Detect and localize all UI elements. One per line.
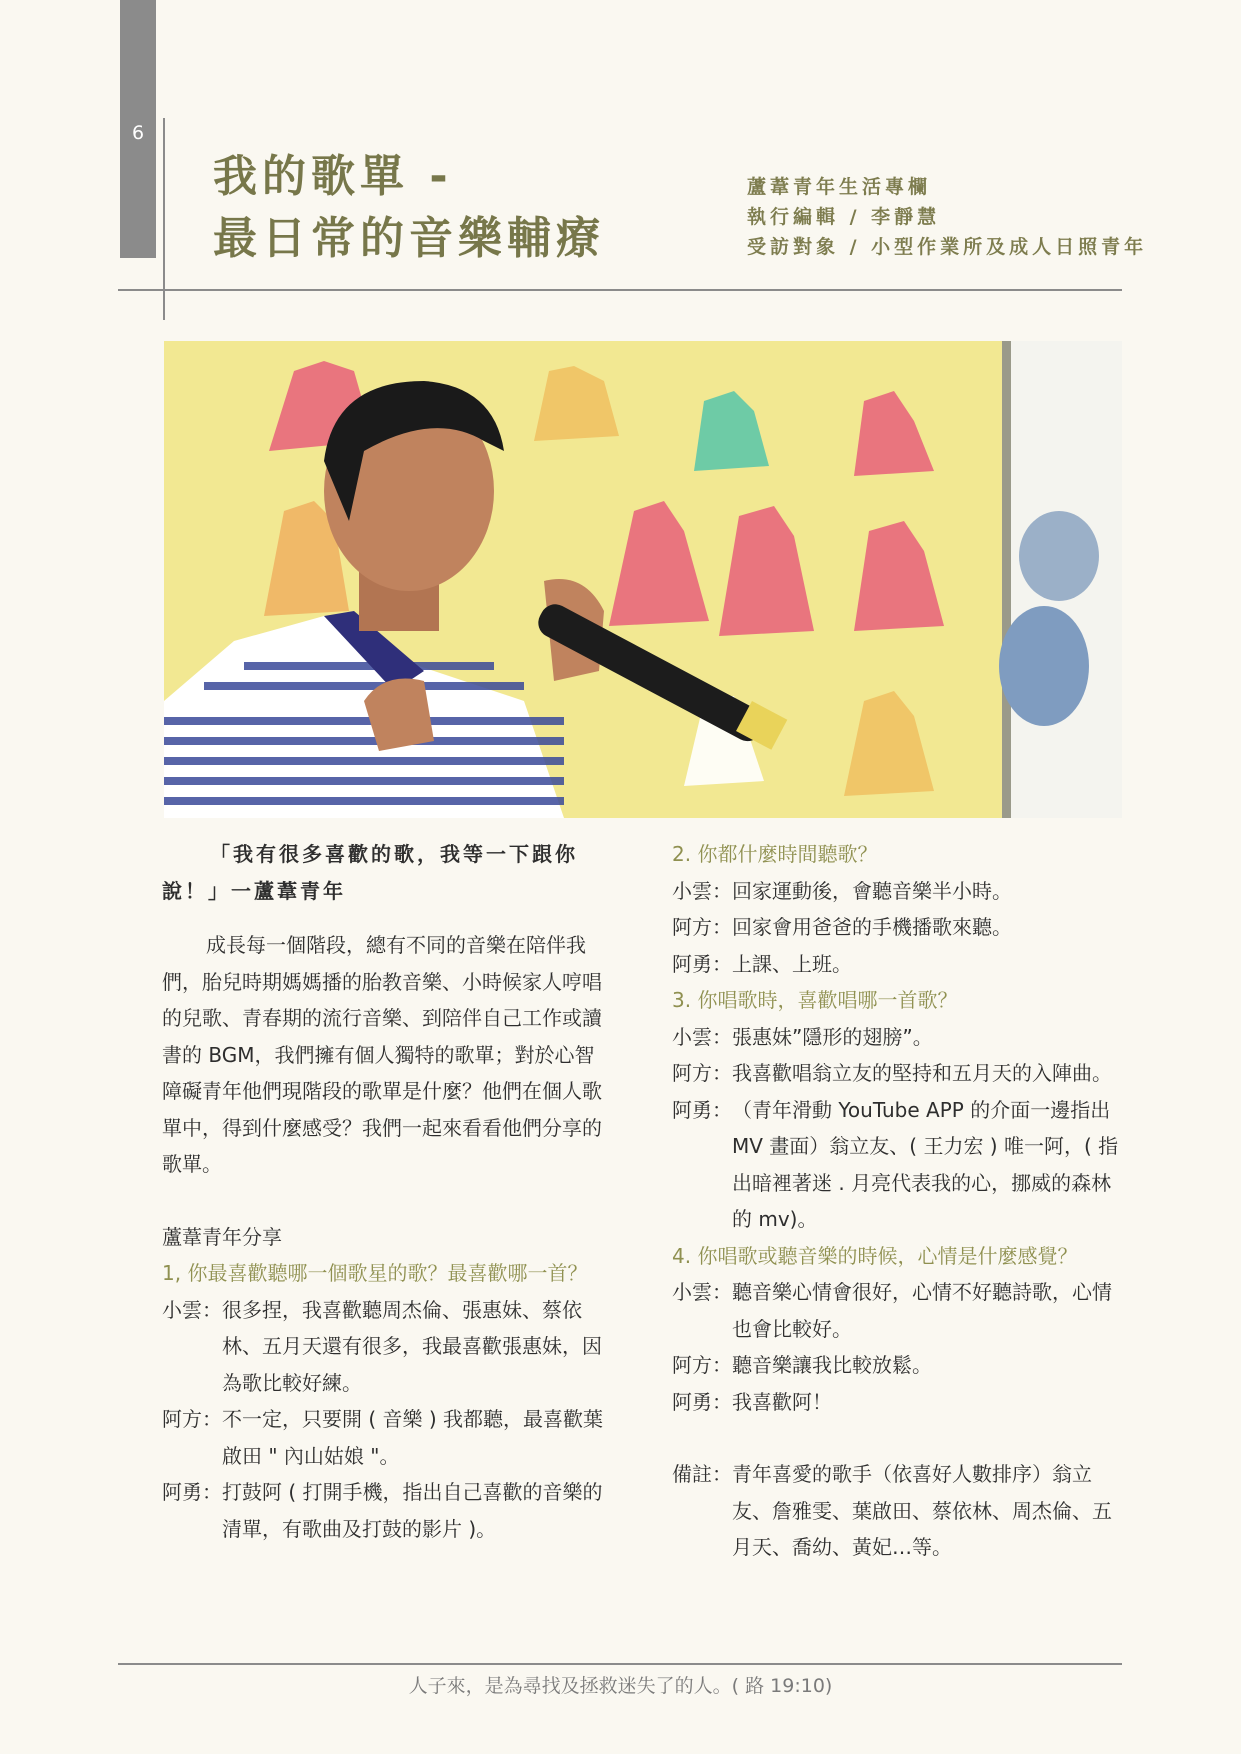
speaker-label: 阿方： bbox=[672, 915, 732, 939]
answer-text: 回家會用爸爸的手機播歌來聽。 bbox=[732, 915, 1012, 939]
speaker-label: 小雲： bbox=[672, 1280, 732, 1304]
editor-credit: 執行編輯 / 李靜慧 bbox=[747, 206, 941, 228]
answer-row bbox=[162, 1474, 612, 1547]
answer-text: 我喜歡阿！ bbox=[732, 1389, 832, 1414]
answer-text: 很多捏，我喜歡聽周杰倫、張惠妹、蔡依林、五月天還有很多，我最喜歡張惠妹，因為歌比較好練。 bbox=[222, 1297, 602, 1395]
answer-row bbox=[672, 1019, 1122, 1056]
left-column bbox=[162, 836, 612, 1547]
answer-row bbox=[672, 1384, 1122, 1421]
question-1: 1, 你最喜歡聽哪一個歌星的歌？最喜歡哪一首？ bbox=[162, 1261, 588, 1285]
question-3: 3. 你唱歌時，喜歡唱哪一首歌？ bbox=[672, 988, 958, 1012]
article-meta bbox=[747, 172, 1147, 262]
answer-row bbox=[162, 1401, 612, 1474]
footer-rule bbox=[118, 1663, 1122, 1665]
speaker-label: 阿方： bbox=[672, 1061, 732, 1085]
note-row bbox=[672, 1456, 1122, 1566]
pull-quote-line-2: 說！」一蘆葦青年 bbox=[162, 878, 346, 903]
speaker-label: 小雲： bbox=[672, 878, 732, 903]
answer-text: 回家運動後，會聽音樂半小時。 bbox=[732, 878, 1012, 903]
answer-text: 打鼓阿 ( 打開手機，指出自己喜歡的音樂的清單，有歌曲及打鼓的影片 )。 bbox=[222, 1480, 603, 1541]
speaker-label: 阿方： bbox=[162, 1407, 222, 1431]
pull-quote bbox=[162, 836, 612, 909]
page-number: 6 bbox=[131, 122, 145, 144]
note-text: 青年喜愛的歌手（依喜好人數排序）翁立友、詹雅雯、葉啟田、蔡依林、周杰倫、五月天、喬幼、黃妃…等。 bbox=[732, 1462, 1112, 1559]
speaker-label: 阿勇： bbox=[672, 1389, 732, 1414]
answer-text: 我喜歡唱翁立友的堅持和五月天的入陣曲。 bbox=[732, 1061, 1112, 1085]
right-column bbox=[672, 836, 1122, 1566]
note-label: 備註： bbox=[672, 1462, 732, 1486]
spacer bbox=[162, 1183, 612, 1219]
answer-text: 上課、上班。 bbox=[732, 951, 852, 976]
singer-photo-illustration bbox=[164, 341, 1122, 818]
article-photo bbox=[164, 341, 1122, 818]
subject-credit: 受訪對象 / 小型作業所及成人日照青年 bbox=[747, 236, 1148, 258]
answer-text: （青年滑動 YouTube APP 的介面一邊指出 MV 畫面）翁立友、( 王力宏 ) 唯一阿，( 指出暗裡著迷 . 月亮代表我的心，挪威的森林的 mv)。 bbox=[732, 1097, 1119, 1231]
title-line-1: 我的歌單 - bbox=[213, 151, 453, 202]
share-heading: 蘆葦青年分享 bbox=[162, 1224, 282, 1249]
answer-row bbox=[672, 909, 1122, 946]
answer-text: 張惠妹”隱形的翅膀”。 bbox=[732, 1024, 933, 1049]
answer-row bbox=[672, 1092, 1122, 1238]
header-rule bbox=[118, 289, 1122, 291]
question-2: 2. 你都什麼時間聽歌？ bbox=[672, 842, 878, 866]
answer-row bbox=[162, 1292, 612, 1402]
title-line-2: 最日常的音樂輔療 bbox=[213, 213, 605, 264]
answer-text: 聽音樂心情會很好，心情不好聽詩歌，心情也會比較好。 bbox=[732, 1280, 1112, 1341]
answer-row bbox=[672, 873, 1122, 910]
footer-verse: 人子來，是為尋找及拯救迷失了的人。( 路 19:10) bbox=[408, 1675, 833, 1697]
answer-text: 聽音樂讓我比較放鬆。 bbox=[732, 1353, 932, 1377]
answer-row bbox=[672, 1347, 1122, 1384]
speaker-label: 阿方： bbox=[672, 1353, 732, 1377]
spacer bbox=[672, 1420, 1122, 1456]
answer-row bbox=[672, 1274, 1122, 1347]
speaker-label: 阿勇： bbox=[672, 951, 732, 976]
column-name: 蘆葦青年生活專欄 bbox=[747, 176, 932, 198]
answer-row bbox=[672, 946, 1122, 983]
answer-text: 不一定，只要開 ( 音樂 ) 我都聽，最喜歡葉啟田 " 內山姑娘 "。 bbox=[222, 1407, 604, 1468]
question-4: 4. 你唱歌或聽音樂的時候，心情是什麼感覺？ bbox=[672, 1243, 1078, 1268]
speaker-label: 小雲： bbox=[162, 1297, 222, 1322]
speaker-label: 阿勇： bbox=[672, 1097, 732, 1122]
pull-quote-line-1: 「我有很多喜歡的歌，我等一下跟你 bbox=[210, 842, 578, 866]
page-title bbox=[213, 146, 605, 270]
intro-paragraph: 成長每一個階段，總有不同的音樂在陪伴我們，胎兒時期媽媽播的胎教音樂、小時候家人哼唱的兒歌、青春期的流行音樂、到陪伴自己工作或讀書的 BGM，我們擁有個人獨特的歌單；對於心智障礙青年他們現階段的歌單是什麼？他們在個人歌單中，得到什麼感受？我們一起來看看他們分享的歌單。 bbox=[162, 933, 602, 1176]
answer-row bbox=[672, 1055, 1122, 1092]
speaker-label: 小雲： bbox=[672, 1024, 732, 1049]
speaker-label: 阿勇： bbox=[162, 1480, 222, 1504]
